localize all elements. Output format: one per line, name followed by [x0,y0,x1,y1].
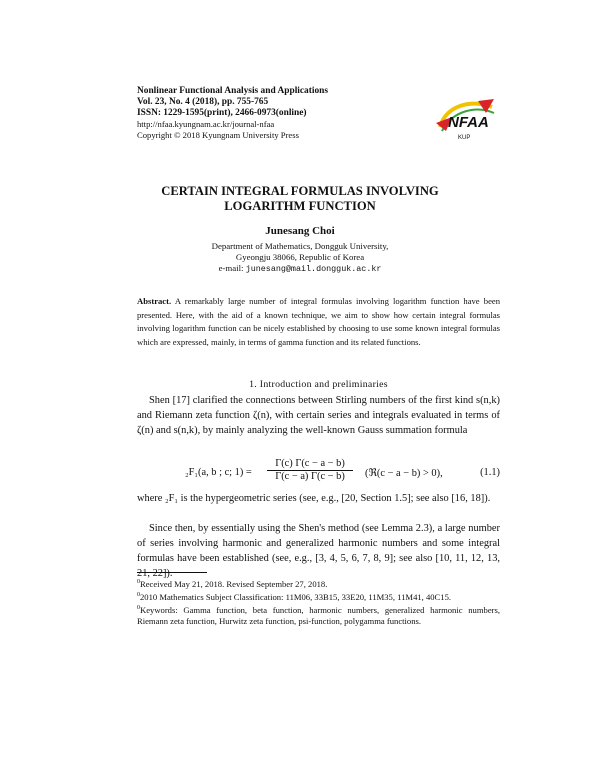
author-affiliation [150,241,450,275]
abstract-text: A remarkably large number of integral formulas involving logarithm function have been presented. Here, with the aid of a known technique, we aim to show how certain integral formulas involving logarithm function can be nicely established by choosing to use some known integral formulas which are expressed, mainly, in terms of gamma function and its related functions. [137,296,500,347]
author-name: Junesang Choi [265,225,335,237]
affiliation-line-2: Gyeongju 38066, Republic of Korea [235,252,365,262]
footnote-mark: 0 [137,592,140,599]
email-address[interactable]: junesang@mail.dongguk.ac.kr [245,264,382,274]
equation-1-1 [137,458,500,494]
equation-fraction [267,458,353,482]
equation-number: (1.1) [480,467,500,478]
journal-copyright: Copyright © 2018 Kyungnam University Press [137,130,299,140]
logo-text: NFAA [448,114,489,131]
equation-condition: (ℜ(c − a − b) > 0), [365,468,443,479]
section-heading: 1. Introduction and preliminaries [249,379,388,390]
paper-title-line-1: CERTAIN INTEGRAL FORMULAS INVOLVING [161,184,439,198]
equation-denominator: Γ(c − a) Γ(c − b) [275,471,345,482]
journal-name: Nonlinear Functional Analysis and Applications [137,86,329,96]
nfaa-logo-icon [432,97,498,143]
email-label: e-mail: [218,263,244,273]
abstract [137,295,500,349]
footnote-mark: 0 [137,579,140,585]
paper-title-line-2: LOGARITHM FUNCTION [224,199,376,213]
equation-numerator: Γ(c) Γ(c − a − b) [267,458,353,471]
footnote-received: $^0$Received May 21, 2018. Revised September 27, 2018. [137,578,328,589]
journal-issn: ISSN: 1229-1595(print), 2466-0973(online) [137,108,307,118]
footnotes [137,577,500,627]
equation-lhs: ₂F₁(a, b ; c; 1) = [185,467,252,478]
journal-volume: Vol. 23, No. 4 (2018), pp. 755-765 [137,97,269,107]
author-email [150,263,450,275]
footnote-mark: 0 [137,605,140,612]
abstract-label: Abstract. [137,296,172,306]
footnote-divider [137,572,207,573]
paper-title [80,184,520,214]
paragraph-1: Shen [17] clarified the connections between Stirling numbers of the first kind s(n,k) and Riemann zeta function ζ(n), with certain series and integrals evaluated in terms of ζ(n) and s(n,k), by mainly analyzing the well-known Gauss summation formula [137,395,500,436]
affiliation-line-1: Department of Mathematics, Dongguk University, [211,241,389,251]
logo-subtext: KUP [458,135,471,141]
footnote-msc: $^0$2010 Mathematics Subject Classification: 11M06, 33B15, 33E20, 11M35, 11M41, 40C15. [137,591,452,602]
journal-url[interactable]: http://nfaa.kyungnam.ac.kr/journal-nfaa [137,119,275,129]
journal-header [137,86,437,141]
paragraph-3: Since then, by essentially using the Shen's method (see Lemma 2.3), a large number of series involving harmonic and generalized harmonic numbers and some integral formulas have been established (see, e.g., [3, 4, 5, 6, 7, 8, 9]; see also [10, 11, 12, 13, 21, 22]). [137,523,500,579]
footnote-keywords: $^0$Keywords: Gamma function, beta function, harmonic numbers, generalized harmonic numbers, Riemann zeta function, Hurwitz zeta function, psi-function, polygamma functions. [137,604,500,627]
paragraph-2: where ₂F₁ is the hypergeometric series (see, e.g., [20, Section 1.5]; see also [16, 18]). [137,493,491,504]
